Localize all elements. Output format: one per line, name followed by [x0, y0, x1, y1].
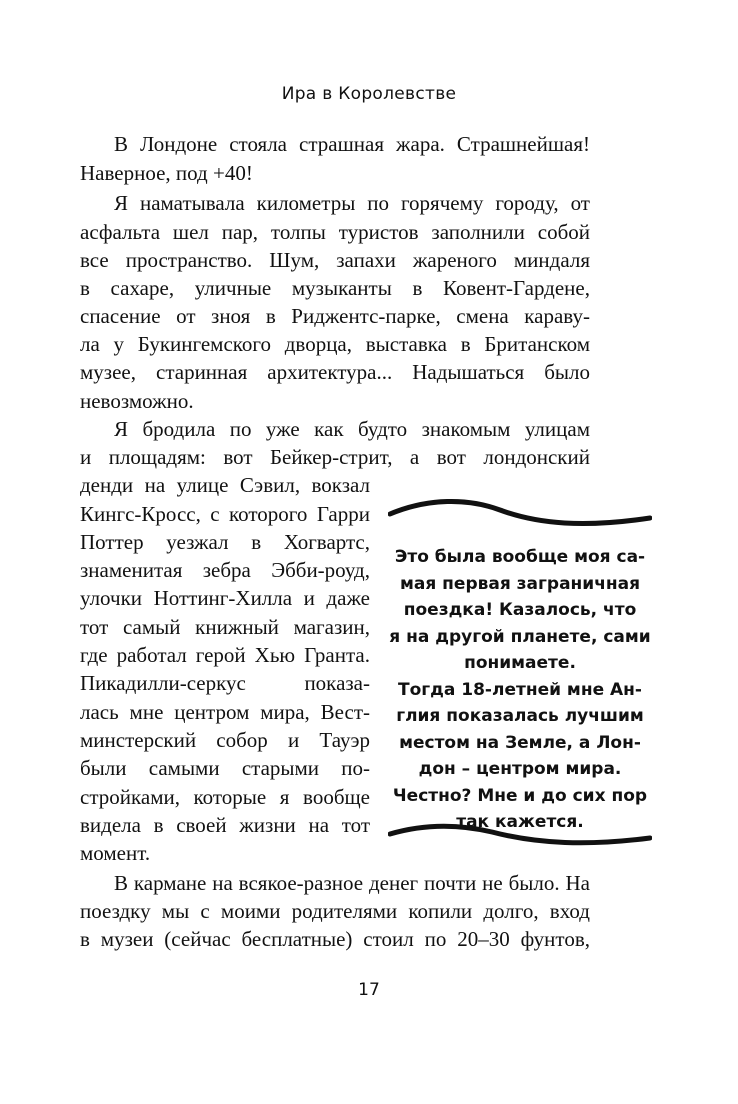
body-line: Я бродила по уже как будто знакомым улицам	[114, 417, 590, 441]
callout-line: поездка! Казалось, что	[403, 600, 637, 620]
body-line: Поттер уезжал в Хогвартс,	[80, 530, 370, 554]
body-line: В кармане на всякое-разное денег почти не было. На	[114, 871, 590, 895]
callout-line: понимаете.	[464, 653, 576, 673]
body-line: Кингс-Кросс, с которого Гарри	[80, 502, 370, 526]
body-line: все пространство. Шум, запахи жареного миндаля	[80, 248, 590, 272]
body-line: Я наматывала километры по горячему городу, от	[114, 191, 590, 215]
page-number: 17	[358, 980, 380, 1000]
callout-line: я на другой планете, сами	[389, 626, 651, 647]
callout-bottom-wave	[388, 812, 652, 852]
body-line: В Лондоне стояла страшная жара. Страшнейшая!	[114, 132, 590, 156]
callout-line: глия показалась лучшим	[396, 706, 644, 726]
body-line: денди на улице Сэвил, вокзал	[80, 473, 370, 497]
body-line: ла у Букингемского дворца, выставка в Британском	[80, 332, 590, 356]
body-line: были самыми старыми по-	[80, 756, 370, 780]
callout-box	[382, 544, 658, 836]
body-line: музее, старинная архитектура... Надышаться было	[80, 360, 590, 384]
body-line: поездку мы с моими родителями копили долго, вход	[80, 899, 590, 923]
body-line: и площадям: вот Бейкер-стрит, а вот лондонский	[80, 445, 590, 469]
callout-line: Тогда 18-летней мне Ан-	[398, 679, 642, 700]
body-line: лась мне центром мира, Вест-	[80, 700, 370, 724]
callout-line: дон – центром мира.	[418, 759, 622, 779]
callout-line: мая первая заграничная	[399, 573, 641, 594]
body-line: в сахаре, уличные музыканты в Ковент-Гардене,	[80, 276, 590, 300]
body-line: момент.	[80, 841, 151, 865]
body-line: Пикадилли-серкус показа-	[80, 671, 370, 695]
running-head: Ира в Королевстве	[281, 84, 457, 104]
body-line: невозможно.	[80, 389, 194, 413]
body-line: стройками, которые я вообще	[80, 785, 370, 809]
body-line: в музеи (сейчас бесплатные) стоил по 20–30 фунтов,	[80, 927, 590, 951]
callout-top-wave	[388, 494, 652, 534]
body-line: где работал герой Хью Гранта.	[80, 643, 370, 667]
body-line: асфальта шел пар, толпы туристов заполнили собой	[80, 220, 590, 244]
body-line: тот самый книжный магазин,	[80, 615, 370, 639]
callout-line: местом на Земле, а Лон-	[399, 732, 641, 753]
callout-line: Это была вообще моя са-	[394, 547, 646, 567]
body-line: улочки Ноттинг-Хилла и даже	[80, 586, 370, 610]
callout-line: Честно? Мне и до сих пор	[392, 785, 648, 806]
body-line: Наверное, под +40!	[80, 161, 253, 185]
body-line: минстерский собор и Тауэр	[80, 728, 370, 752]
body-line: спасение от зноя в Риджентс-парке, смена караву-	[80, 304, 590, 328]
callout-line: так кажется.	[456, 812, 584, 832]
body-line: видела в своей жизни на тот	[80, 813, 370, 837]
body-line: знаменитая зебра Эбби-роуд,	[80, 558, 370, 582]
